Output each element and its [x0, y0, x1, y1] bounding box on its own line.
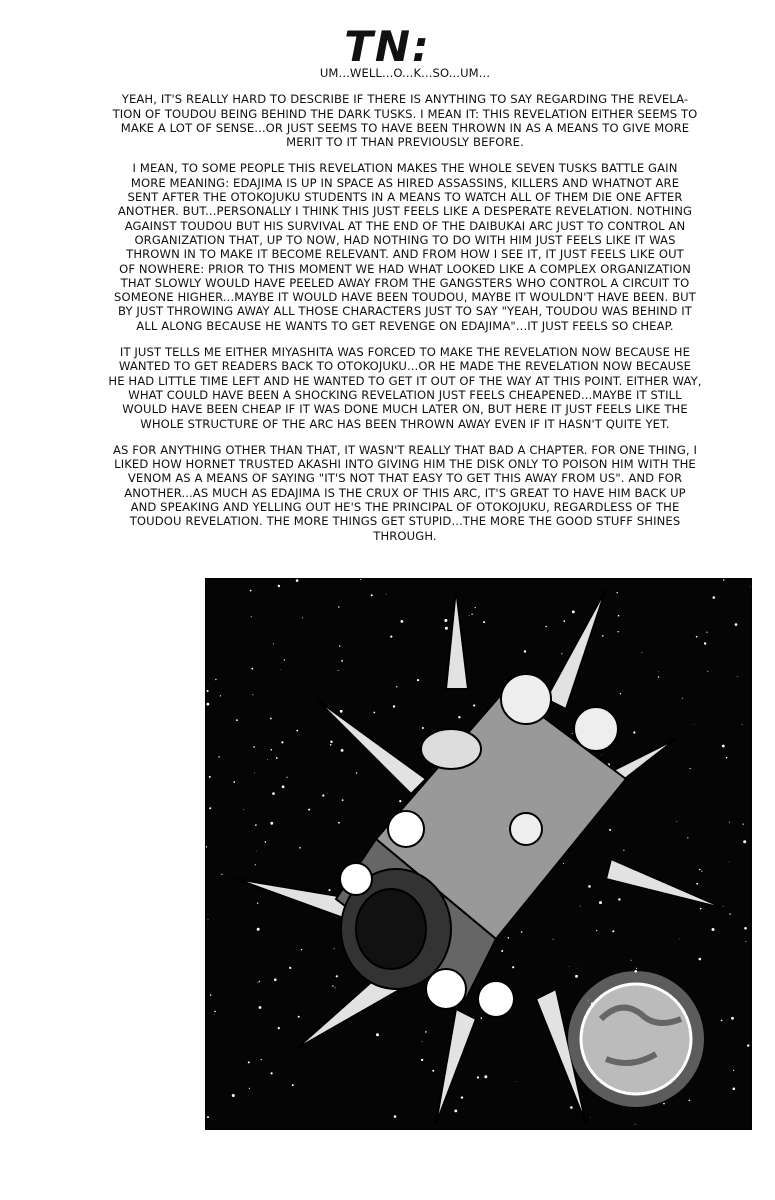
- star: [575, 975, 578, 978]
- star: [461, 1096, 463, 1098]
- star: [336, 975, 338, 977]
- star: [221, 874, 222, 875]
- text-line: THAT SLOWLY WOULD HAVE PEELED AWAY FROM THE GANGSTERS WHO CONTROL A CIRCUIT TO: [120, 275, 690, 290]
- star: [255, 864, 256, 865]
- star: [729, 862, 730, 863]
- text-line: WHOLE STRUCTURE OF THE ARC HAS BEEN THROWN AWAY EVEN IF IT HASN'T QUITE YET.: [140, 416, 670, 431]
- text-line: VENOM AS A MEANS OF SAYING "IT'S NOT THAT EASY TO GET THIS AWAY FROM US". AND FOR: [127, 471, 683, 486]
- star: [257, 903, 258, 904]
- star: [694, 724, 695, 725]
- star: [371, 594, 373, 596]
- text-line: OF NOWHERE: PRIOR TO THIS MOMENT WE HAD WHAT LOOKED LIKE A COMPLEX ORGANIZATION: [119, 261, 691, 276]
- star: [218, 756, 219, 757]
- star: [599, 901, 602, 904]
- star: [721, 1020, 723, 1022]
- star: [422, 727, 424, 729]
- planet: [568, 971, 704, 1107]
- star: [292, 1084, 294, 1086]
- paragraph: [70, 66, 740, 80]
- star: [308, 809, 310, 811]
- star: [658, 672, 659, 673]
- star: [360, 579, 362, 580]
- star: [687, 837, 688, 838]
- star: [733, 1070, 734, 1071]
- star: [386, 594, 387, 595]
- paragraph: [70, 92, 740, 149]
- star: [712, 928, 715, 931]
- star: [301, 949, 302, 950]
- star: [481, 1017, 483, 1019]
- page-title: TN:: [344, 22, 431, 71]
- star: [282, 785, 285, 788]
- star: [469, 615, 470, 616]
- star: [508, 937, 510, 939]
- star: [257, 982, 258, 983]
- star: [209, 776, 211, 778]
- star: [296, 579, 299, 582]
- star: [588, 885, 591, 888]
- star: [261, 1059, 262, 1060]
- star: [255, 824, 257, 826]
- star: [735, 623, 738, 626]
- text-line: MAKE A LOT OF SENSE...OR JUST SEEMS TO HAVE BEEN THROWN IN AS A MEANS TO GIVE MORE: [120, 120, 690, 135]
- star: [286, 777, 287, 778]
- star: [376, 1033, 379, 1036]
- text-line: LIKED HOW HORNET TRUSTED AKASHI INTO GIVING HIM THE DISK ONLY TO POISON HIM WITH THE: [114, 457, 696, 472]
- star: [700, 908, 702, 910]
- star: [701, 871, 702, 872]
- star: [635, 1124, 636, 1125]
- star: [249, 1088, 250, 1089]
- star: [214, 1014, 215, 1015]
- star: [432, 1070, 434, 1072]
- star: [425, 1031, 427, 1033]
- star: [569, 966, 570, 967]
- star: [617, 592, 618, 593]
- star: [512, 966, 514, 968]
- star: [232, 1094, 235, 1097]
- star: [270, 718, 272, 720]
- star: [633, 731, 635, 733]
- star: [658, 676, 659, 677]
- star: [706, 632, 707, 633]
- star: [618, 898, 620, 900]
- paragraph: [70, 443, 740, 543]
- star: [477, 1076, 479, 1078]
- star: [206, 846, 207, 848]
- star: [737, 676, 738, 677]
- star: [483, 621, 485, 623]
- star: [251, 668, 253, 670]
- text-line: TION OF TOUDOU BEING BEHIND THE DARK TUSKS. I MEAN IT: THIS REVELATION EITHER SEEMS TO: [112, 106, 698, 121]
- star: [743, 840, 746, 843]
- star: [475, 607, 476, 608]
- star: [210, 994, 212, 996]
- star: [454, 1110, 457, 1113]
- star: [399, 800, 401, 802]
- star: [601, 755, 602, 756]
- text-line: ALL ALONG BECAUSE HE WANTS TO GET REVENGE ON EDAJIMA"...IT JUST FEELS SO CHEAP.: [136, 318, 674, 333]
- text-line: AGAINST TOUDOU BUT HIS SURVIVAL AT THE END OF THE DAIBUKAI ARC JUST TO CONTROL AN: [124, 218, 686, 233]
- star: [722, 745, 725, 748]
- star: [699, 958, 702, 961]
- star: [704, 642, 706, 644]
- star: [524, 650, 526, 652]
- text-line: THROWN IN TO MAKE IT BECOME RELEVANT. AND FROM HOW I SEE IT, IT JUST FEELS LIKE OUT: [126, 247, 684, 262]
- star: [330, 744, 332, 746]
- star: [618, 615, 620, 617]
- star: [726, 757, 728, 759]
- star: [265, 841, 267, 843]
- paragraph: [70, 161, 740, 333]
- star: [270, 822, 273, 825]
- star: [252, 694, 253, 695]
- star: [339, 645, 340, 646]
- text-line: ANOTHER...AS MUCH AS EDAJIMA IS THE CRUX OF THIS ARC, IT'S GREAT TO HAVE HIM BACK UP: [124, 485, 686, 500]
- star: [679, 939, 680, 940]
- star: [289, 967, 291, 969]
- translator-note-body: [70, 66, 740, 555]
- star: [590, 1117, 591, 1118]
- star: [602, 635, 604, 637]
- star: [516, 1081, 517, 1082]
- star: [298, 1016, 300, 1018]
- star: [342, 799, 344, 801]
- star: [570, 1106, 573, 1109]
- star: [742, 724, 743, 725]
- star: [733, 1088, 736, 1091]
- star: [750, 587, 751, 588]
- star: [663, 1103, 665, 1105]
- star: [215, 679, 216, 680]
- star: [696, 636, 698, 638]
- star: [729, 822, 730, 823]
- star: [682, 698, 683, 699]
- star: [747, 1044, 749, 1046]
- text-line: WOULD HAVE BEEN CHEAP IF IT WAS DONE MUCH LATER ON, BUT HERE IT JUST FEELS LIKE THE: [122, 402, 688, 417]
- star: [207, 1116, 209, 1118]
- star: [572, 611, 575, 614]
- text-line: BY JUST THROWING AWAY ALL THOSE CHARACTERS JUST TO SAY "YEAH, TOUDOU WAS BEHIND IT: [118, 304, 692, 319]
- star: [690, 768, 691, 769]
- star: [458, 716, 460, 718]
- star: [699, 869, 701, 871]
- star: [394, 1115, 397, 1118]
- star: [259, 981, 260, 982]
- star: [521, 931, 523, 933]
- star: [236, 719, 238, 721]
- star: [272, 792, 275, 795]
- star: [617, 631, 618, 632]
- star: [563, 863, 564, 864]
- star: [713, 596, 716, 599]
- star: [401, 620, 404, 623]
- star: [253, 746, 255, 748]
- star: [545, 626, 547, 628]
- star: [214, 1011, 216, 1013]
- star: [743, 824, 744, 825]
- star: [276, 757, 278, 759]
- text-line: WHAT COULD HAVE BEEN A SHOCKING REVELATION JUST FEELS CHEAPENED...MAYBE IT STILL: [128, 387, 682, 402]
- star: [330, 741, 332, 743]
- text-line: THROUGH.: [373, 528, 437, 543]
- text-line: I MEAN, TO SOME PEOPLE THIS REVELATION MAKES THE WHOLE SEVEN TUSKS BATTLE GAIN: [132, 161, 678, 176]
- star: [259, 1006, 262, 1009]
- text-line: AS FOR ANYTHING OTHER THAN THAT, IT WASN'T REALLY THAT BAD A CHAPTER. FOR ONE THING, I: [113, 442, 697, 457]
- text-line: MERIT TO IT THAN PREVIOUSLY BEFORE.: [286, 135, 524, 150]
- text-line: ANOTHER. BUT...PERSONALLY I THINK THIS JUST FEELS LIKE A DESPERATE REVELATION. NOTHING: [117, 204, 693, 219]
- star: [208, 919, 209, 920]
- text-line: IT JUST TELLS ME EITHER MIYASHITA WAS FORCED TO MAKE THE REVELATION NOW BECAUSE HE: [119, 345, 691, 360]
- paragraph: [70, 345, 740, 431]
- star: [341, 749, 344, 752]
- star: [422, 1041, 423, 1042]
- star: [620, 693, 621, 694]
- star: [596, 930, 597, 931]
- star: [332, 985, 333, 986]
- star: [302, 617, 303, 618]
- star: [612, 930, 614, 932]
- star: [393, 705, 395, 707]
- star: [577, 968, 578, 969]
- star: [338, 606, 339, 607]
- star: [563, 620, 565, 622]
- star: [417, 679, 419, 681]
- space-station-image: [206, 579, 751, 1129]
- star: [572, 733, 573, 734]
- star: [271, 1072, 273, 1074]
- text-line: YEAH, IT'S REALLY HARD TO DESCRIBE IF THERE IS ANYTHING TO SAY REGARDING THE REVELA-: [121, 92, 689, 107]
- star: [609, 829, 611, 831]
- star: [284, 659, 285, 660]
- star: [396, 686, 397, 687]
- text-line: WANTED TO GET READERS BACK TO OTOKOJUKU...OR HE MADE THE REVELATION NOW BECAUSE: [118, 359, 692, 374]
- star: [251, 616, 252, 617]
- star: [689, 1100, 691, 1102]
- star: [334, 948, 335, 949]
- star: [254, 773, 255, 774]
- star: [250, 590, 252, 592]
- star: [257, 928, 260, 931]
- star: [473, 704, 475, 706]
- text-line: ORGANIZATION THAT, UP TO NOW, HAD NOTHING TO DO WITH HIM JUST FEELS LIKE IT WAS: [134, 232, 676, 247]
- star: [723, 579, 724, 580]
- star: [340, 710, 343, 713]
- star: [280, 669, 281, 670]
- star: [636, 968, 637, 969]
- star: [267, 759, 268, 760]
- star: [445, 627, 448, 630]
- star: [731, 1017, 734, 1020]
- star: [561, 653, 562, 654]
- star: [322, 794, 324, 796]
- star: [729, 913, 730, 914]
- star: [335, 987, 336, 988]
- star: [373, 712, 375, 714]
- star: [233, 781, 235, 783]
- star: [444, 619, 447, 622]
- star: [631, 960, 632, 961]
- star: [327, 793, 328, 794]
- text-line: AND SPEAKING AND YELLING OUT HE'S THE PRINCIPAL OF OTOKOJUKU, REGARDLESS OF THE: [130, 500, 680, 515]
- star: [248, 1061, 250, 1063]
- star: [580, 906, 581, 907]
- star: [696, 883, 698, 885]
- star: [501, 950, 503, 952]
- star: [273, 643, 274, 644]
- star: [676, 821, 677, 822]
- star: [271, 749, 273, 751]
- star: [207, 703, 210, 706]
- star: [338, 822, 340, 824]
- star: [207, 690, 209, 692]
- star: [744, 927, 747, 930]
- star: [329, 889, 331, 891]
- text-line: SOMEONE HIGHER...MAYBE IT WOULD HAVE BEEN TOUDOU, MAYBE IT WOULDN'T HAVE BEEN. BUT: [114, 290, 696, 305]
- star: [642, 652, 643, 653]
- star: [623, 850, 624, 851]
- star: [745, 941, 746, 942]
- star: [471, 614, 472, 615]
- star: [296, 730, 298, 732]
- star: [390, 636, 392, 638]
- star: [553, 939, 554, 940]
- star: [281, 741, 283, 743]
- star: [356, 772, 357, 773]
- star: [341, 660, 343, 662]
- star: [274, 978, 277, 981]
- star: [421, 1059, 423, 1061]
- star: [278, 1027, 280, 1029]
- star: [278, 585, 280, 587]
- star: [484, 1075, 487, 1078]
- star: [338, 670, 339, 671]
- text-line: UM...WELL...O...K...SO...UM...: [319, 66, 491, 80]
- space-station-illustration: [205, 578, 752, 1130]
- star: [707, 671, 708, 672]
- star: [299, 847, 301, 849]
- star: [256, 851, 257, 852]
- text-line: TOUDOU REVELATION. THE MORE THINGS GET STUPID...THE MORE THE GOOD STUFF SHINES: [129, 514, 681, 529]
- text-line: SENT AFTER THE OTOKOJUKU STUDENTS IN A MEANS TO WATCH ALL OF THEM DIE ONE AFTER: [127, 190, 683, 205]
- text-line: HE HAD LITTLE TIME LEFT AND HE WANTED TO GET IT OUT OF THE WAY AT THIS POINT. EITHER WAY,: [108, 373, 702, 388]
- star: [209, 807, 211, 809]
- star: [220, 695, 221, 696]
- text-line: MORE MEANING: EDAJIMA IS UP IN SPACE AS HIRED ASSASSINS, KILLERS AND WHATNOT ARE: [130, 175, 680, 190]
- star: [243, 809, 244, 810]
